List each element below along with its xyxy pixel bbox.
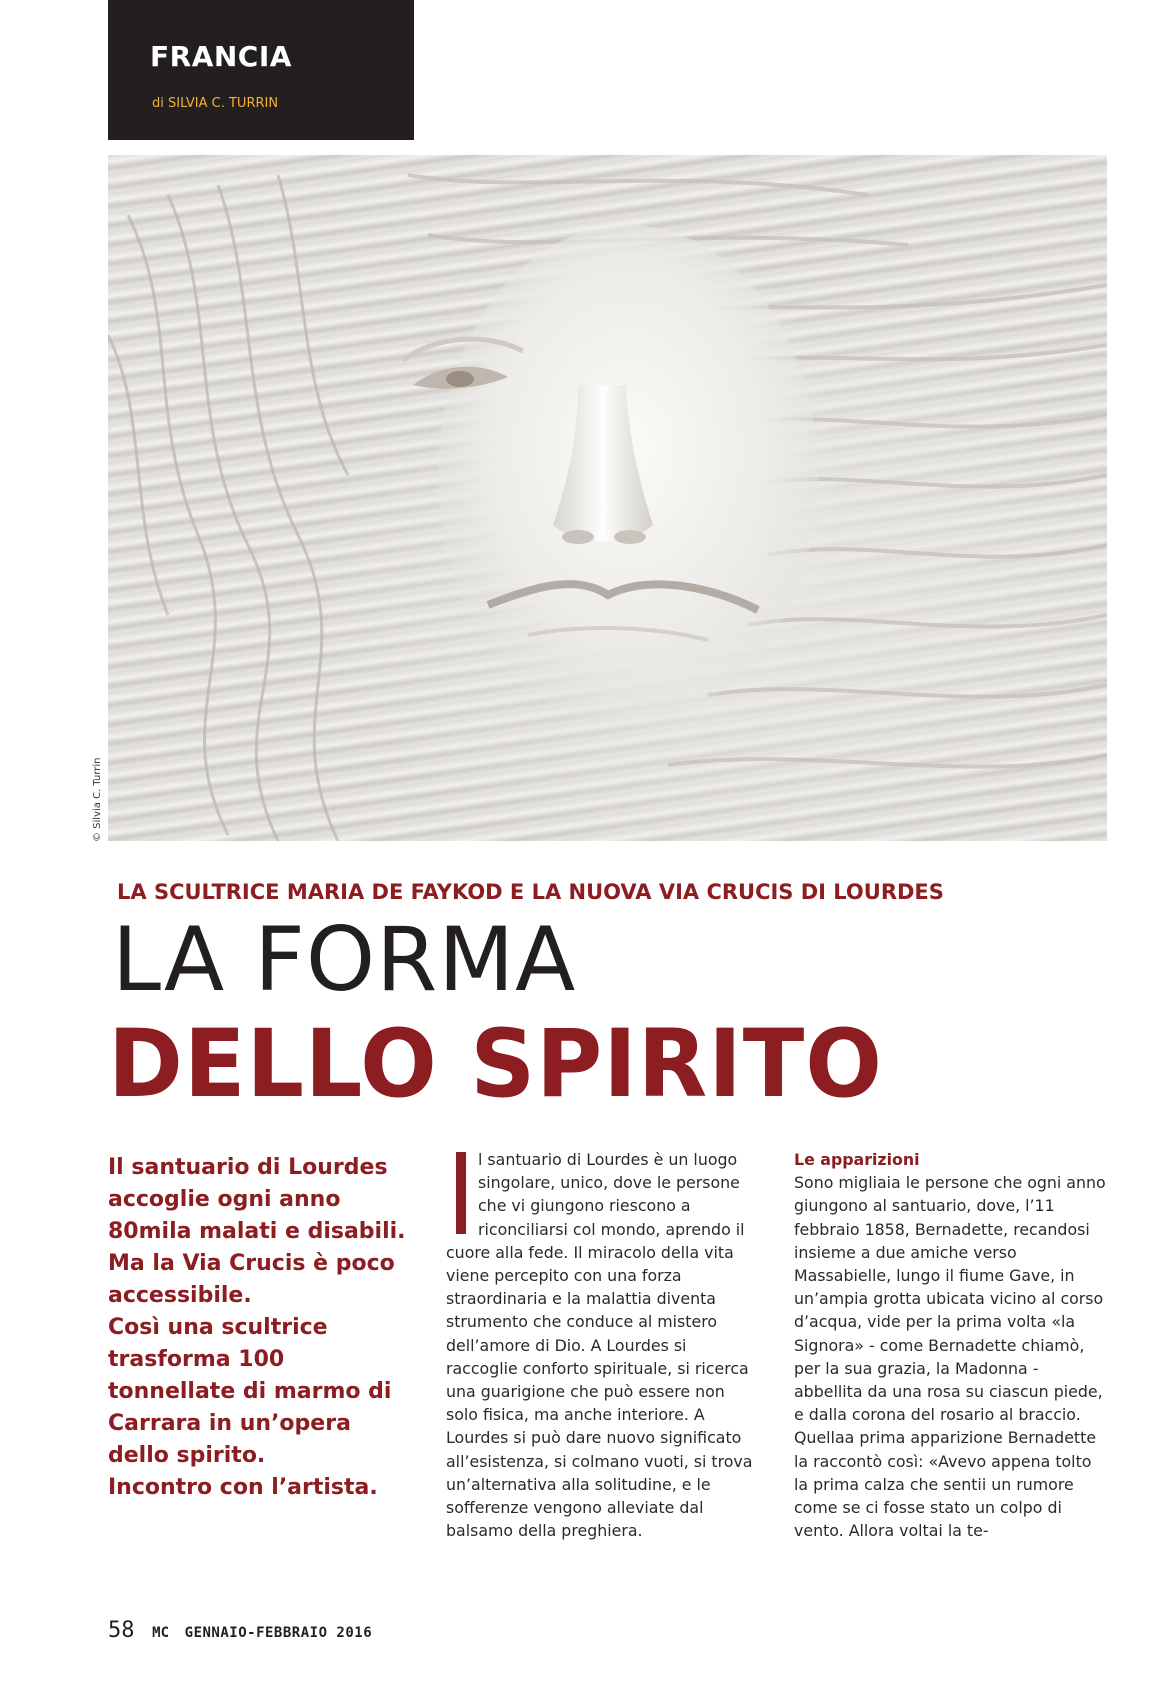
headline-kicker: LA SCULTRICE MARIA DE FAYKOD E LA NUOVA VIA CRUCIS DI LOURDES xyxy=(117,880,944,904)
dropcap-bar xyxy=(456,1152,466,1234)
lead-paragraph xyxy=(108,1152,408,1504)
body-text: l santuario di Lourdes è un luogo singolare, unico, dove le persone che vi giungono riescono a riconciliarsi col mondo, aprendo il cuore alla fede. Il miracolo della vita viene percepito con una forza straordinaria e la malattia diventa strumento che conduce al mistero dell’amore di Dio. A Lourdes si raccoglie conforto spirituale, si ricerca una guarigione che può essere non solo fisica, ma anche interiore. A Lourdes si può dare nuovo significato all’esistenza, si colmano vuoti, si trova un’alternativa alla solitudine, e le sofferenze vengono alleviate dal balsamo della preghiera. xyxy=(446,1150,753,1541)
headline-line-1: LA FORMA xyxy=(112,908,577,1011)
lead-sentence: Il santuario di Lourdes accoglie ogni anno 80mila malati e disabili. xyxy=(108,1155,406,1244)
page-footer xyxy=(108,1618,372,1643)
lead-sentence: Incontro con l’artista. xyxy=(108,1475,378,1500)
headline-line-2: DELLO SPIRITO xyxy=(108,1010,883,1119)
lead-sentence: Ma la Via Crucis è poco accessibile. xyxy=(108,1251,395,1308)
section-title: FRANCIA xyxy=(150,40,292,73)
sculpture-face-illustration xyxy=(108,155,1107,841)
body-text: Sono migliaia le persone che ogni anno giungono al santuario, dove, l’11 febbraio 1858, Bernadette, recandosi insieme a due amiche verso Massabielle, lungo il fiume Gave, in un’ampia grotta ubicata vicino al corso d’acqua, vide per la prima volta «la Signora» - come Bernadette chiamò, per la sua grazia, la Madonna - abbellita da una rosa su ciascun piede, e dalla corona del rosario al braccio. Quellaa prima apparizione Bernadette la raccontò così: «Avevo appena tolto la prima calza che sentii un rumore come se ci fosse stato un colpo di vento. Allora voltai la te- xyxy=(794,1173,1106,1541)
body-column-2 xyxy=(794,1148,1108,1542)
lead-sentence: Così una scultrice trasforma 100 tonnellate di marmo di Carrara in un’opera dello spirito. xyxy=(108,1315,392,1468)
issue-date: GENNAIO-FEBBRAIO 2016 xyxy=(184,1625,373,1641)
section-subhead: Le apparizioni xyxy=(794,1150,920,1169)
magazine-name: MC xyxy=(152,1625,169,1641)
body-column-1 xyxy=(446,1148,760,1542)
sculpture-photo xyxy=(108,155,1107,841)
author-byline: di SILVIA C. TURRIN xyxy=(152,96,279,111)
page-number: 58 xyxy=(108,1618,135,1643)
photo-credit: © Silvia C. Turrin xyxy=(92,757,103,842)
section-header xyxy=(108,0,414,140)
